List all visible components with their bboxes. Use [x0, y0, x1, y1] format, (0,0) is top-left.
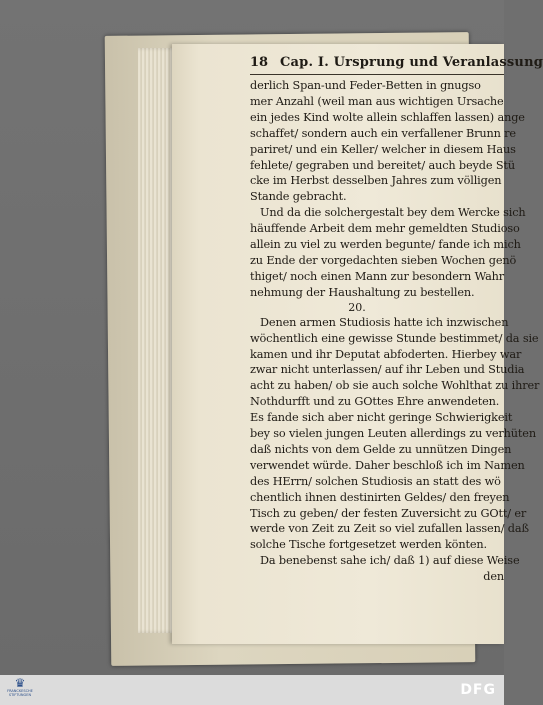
header-rule [250, 74, 504, 75]
text-line: Und da die solchergestalt bey dem Wercke sich [260, 206, 526, 220]
text-line: des HErrn/ solchen Studiosis an statt des wö [250, 474, 501, 488]
crest-icon: ♛ [14, 676, 26, 690]
text-line: kamen und ihr Deputat abfoderten. Hierbey war [250, 347, 522, 361]
text-line: zwar nicht unterlassen/ auf ihr Leben und Studia [250, 363, 525, 377]
text-line: Nothdurfft und zu GOttes Ehre anwendeten. [250, 395, 500, 409]
logo-label: FRANCKESCHE STIFTUNGEN [7, 689, 33, 697]
text-line: daß nichts von dem Gelde zu unnützen Dingen [250, 442, 512, 456]
text-line: fehlete/ gegraben und bereitet/ auch beyde Stü [250, 158, 515, 172]
page-text [250, 52, 543, 585]
text-line: häuffende Arbeit dem mehr gemeldten Studioso [250, 222, 520, 236]
text-line: nehmung der Haushaltung zu bestellen. [250, 285, 475, 299]
text-line: solche Tische fortgesetzet werden könten. [250, 538, 487, 552]
viewer-footer-bar [0, 675, 504, 705]
text-line: Denen armen Studiosis hatte ich inzwischen [260, 315, 509, 329]
text-line: Stande gebracht. [250, 190, 347, 204]
page-number: 18 [250, 55, 269, 70]
text-line: mer Anzahl (weil man aus wichtigen Ursache [250, 94, 504, 108]
page-header [250, 52, 543, 74]
text-line: derlich Span-und Feder-Betten in gnugso [250, 79, 481, 92]
text-line: wöchentlich eine gewisse Stunde bestimmet/ da sie [250, 331, 539, 345]
catchword: den [483, 570, 504, 584]
institution-logo[interactable] [6, 677, 34, 703]
text-line: zu Ende der vorgedachten sieben Wochen genö [250, 253, 517, 267]
text-line: verwendet würde. Daher beschloß ich im Namen [250, 458, 525, 472]
text-line: schaffet/ sondern auch ein verfallener Brunn re [250, 126, 516, 140]
text-line: allein zu viel zu werden begunte/ fande ich mich [250, 238, 521, 252]
text-line: cke im Herbst desselben Jahres zum völligen [250, 174, 502, 188]
text-line: Es fande sich aber nicht geringe Schwierigkeit [250, 411, 513, 425]
text-line: acht zu haben/ ob sie auch solche Wohlthat zu ihrer [250, 379, 540, 393]
text-line: thiget/ noch einen Mann zur besondern Wahr [250, 269, 505, 283]
text-line: bey so vielen jungen Leuten allerdings zu verhüten [250, 427, 536, 441]
text-line: Tisch zu geben/ der festen Zuversicht zu GOtt/ er [250, 506, 527, 520]
dfg-logo[interactable]: DFG [460, 682, 496, 698]
text-line: chentlich ihnen destinirten Geldes/ den freyen [250, 490, 510, 504]
running-title: Cap. I. Ursprung und Veranlassung [280, 55, 543, 70]
text-line: Da benebenst sahe ich/ daß 1) auf diese Weise [260, 554, 520, 568]
text-lines [250, 78, 540, 585]
text-line: pariret/ und ein Keller/ welcher in diesem Haus [250, 142, 516, 156]
text-line: werde von Zeit zu Zeit so viel zufallen lassen/ daß [250, 522, 529, 536]
text-line: ein jedes Kind wolte allein schlaffen lassen) ange [250, 110, 525, 124]
section-number: 20. [348, 300, 366, 314]
